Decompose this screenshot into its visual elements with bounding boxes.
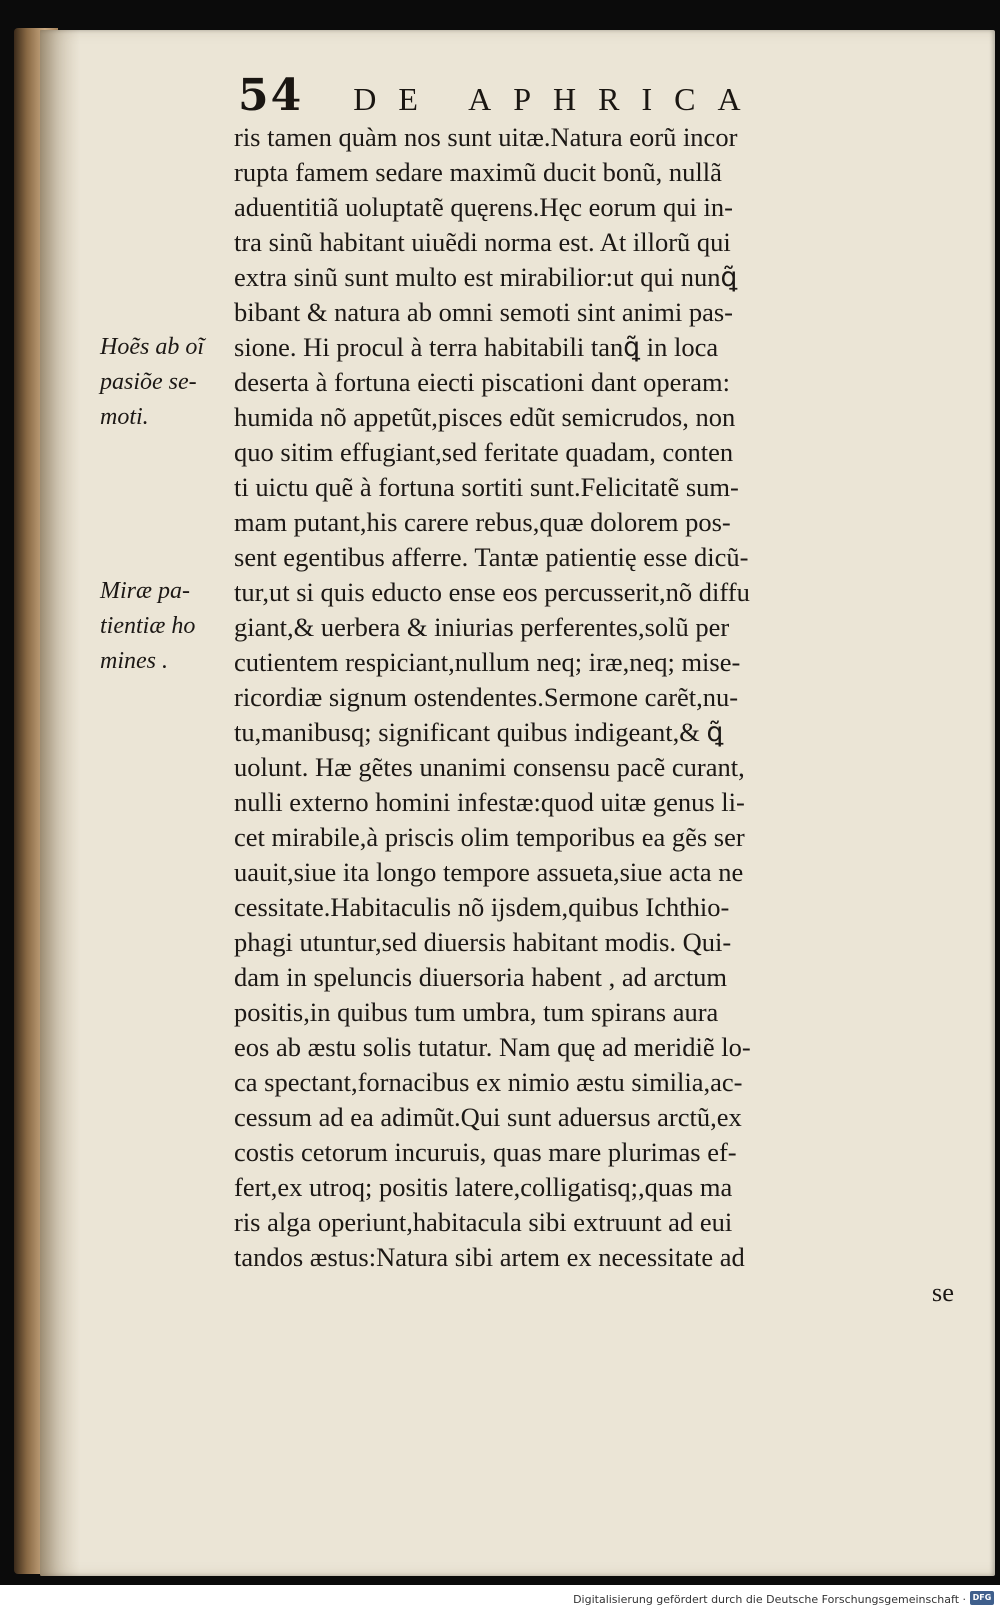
text-line: positis,in quibus tum umbra, tum spirans aura: [234, 997, 719, 1027]
funding-notice: Digitalisierung gefördert durch die Deutsche Forschungsgemeinschaft ·: [573, 1593, 966, 1606]
text-line: uolunt. Hæ gẽtes unanimi consensu pacẽ curant,: [234, 752, 745, 782]
catchword: se: [931, 1277, 954, 1307]
text-line: tra sinũ habitant uiuẽdi norma est. At illorũ qui: [234, 227, 731, 257]
text-line: ti uictu quẽ à fortuna sortiti sunt.Felicitatẽ sum-: [234, 472, 739, 502]
marginal-note-2: [100, 574, 240, 679]
gutter-shadow: [40, 30, 80, 1576]
text-line: cessitate.Habitaculis nõ ijsdem,quibus Ichthio-: [234, 892, 730, 922]
text-line: phagi utuntur,sed diuersis habitant modis. Qui-: [234, 927, 732, 957]
dfg-logo-icon: DFG: [970, 1591, 994, 1605]
text-line: fert,ex utroq; positis latere,colligatisq;,quas ma: [234, 1172, 733, 1202]
text-line: deserta à fortuna eiecti piscationi dant operam:: [234, 367, 730, 397]
text-line: bibant & natura ab omni semoti sint animi pas-: [234, 297, 733, 327]
text-line: rupta famem sedare maximũ ducit bonũ, nullã: [234, 157, 722, 187]
body-text: [234, 120, 954, 1310]
footer-bar: [0, 1585, 1000, 1614]
marginal-note-line: moti.: [100, 404, 149, 430]
text-line: quo sitim effugiant,sed feritate quadam, conten: [234, 437, 734, 467]
text-line: tu,manibusq; significant quibus indigeant,& ꝗ̃: [234, 717, 724, 747]
text-line: giant,& uerbera & iniurias perferentes,solũ per: [234, 612, 730, 642]
page-number: 54: [238, 70, 304, 121]
text-line: ris tamen quàm nos sunt uitæ.Natura eorũ incor: [234, 122, 738, 152]
text-line: aduentitiã uoluptatẽ quęrens.Hęc eorum qui in-: [234, 192, 733, 222]
running-head: [238, 70, 798, 122]
running-title: DE APHRICA: [353, 81, 763, 117]
text-line: cessum ad ea adimũt.Qui sunt aduersus arctũ,ex: [234, 1102, 742, 1132]
text-line: ca spectant,fornacibus ex nimio æstu similia,ac-: [234, 1067, 743, 1097]
marginal-note-line: tientiæ ho: [100, 613, 196, 639]
text-line: dam in speluncis diuersoria habent , ad arctum: [234, 962, 728, 992]
text-line: humida nõ appetũt,pisces edũt semicrudos, non: [234, 402, 736, 432]
marginal-note-line: Miræ pa-: [100, 578, 190, 604]
text-line: mam putant,his carere rebus,quæ dolorem pos-: [234, 507, 731, 537]
text-line: sent egentibus afferre. Tantæ patientię esse dicũ-: [234, 542, 749, 572]
marginal-note-line: pasiõe se-: [100, 369, 197, 395]
text-line: ris alga operiunt,habitacula sibi extruunt ad eui: [234, 1207, 733, 1237]
text-line: ricordiæ signum ostendentes.Sermone carẽt,nu-: [234, 682, 739, 712]
text-line: sione. Hi procul à terra habitabili tanꝗ̃ in loca: [234, 332, 719, 362]
text-line: cutientem respiciant,nullum neq; iræ,neq; mise-: [234, 647, 741, 677]
text-line: extra sinũ sunt multo est mirabilior:ut qui nunꝗ̃: [234, 262, 738, 292]
text-line: uauit,siue ita longo tempore assueta,siue acta ne: [234, 857, 744, 887]
text-line: tandos æstus:Natura sibi artem ex necessitate ad: [234, 1242, 745, 1272]
marginal-note-line: mines .: [100, 648, 168, 674]
text-line: cet mirabile,à priscis olim temporibus ea gẽs ser: [234, 822, 745, 852]
text-line: tur,ut si quis educto ense eos percusserit,nõ diffu: [234, 577, 750, 607]
text-line: nulli externo homini infestæ:quod uitæ genus li-: [234, 787, 745, 817]
text-line: eos ab æstu solis tutatur. Nam quę ad meridiẽ lo-: [234, 1032, 751, 1062]
marginal-note-1: [100, 330, 240, 435]
text-line: costis cetorum incuruis, quas mare plurimas ef-: [234, 1137, 737, 1167]
marginal-note-line: Hoẽs ab oĩ: [100, 334, 204, 360]
